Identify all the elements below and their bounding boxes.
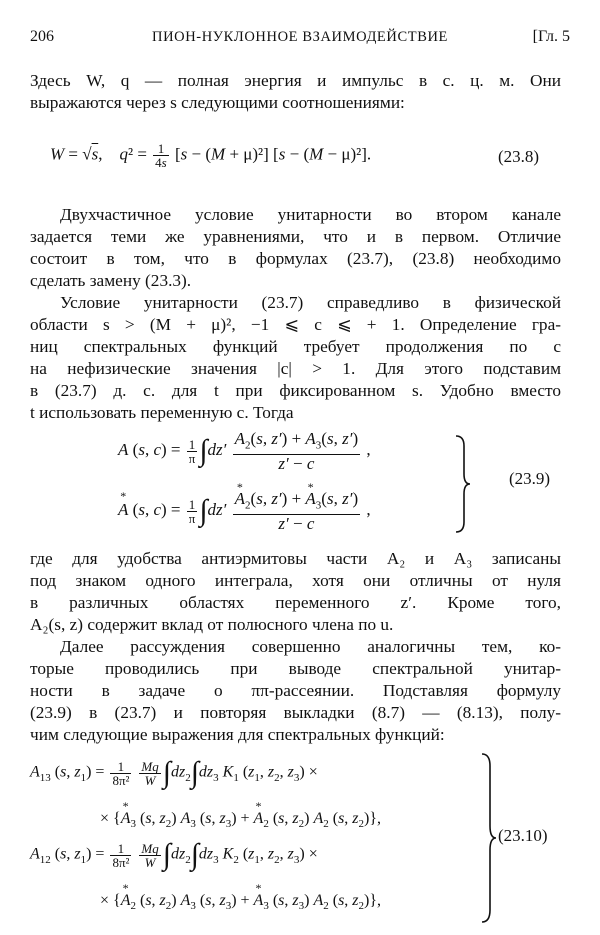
equation-23-9-line-2: * A (s, c) = $\frac{1}{\pi}$ ∫dz′ * $\frac{A_2(s, z') + * A_3(s, z')}{z' - c}$ ,	[118, 490, 371, 532]
text-line: Двухчастичное условие унитарности во втором канале	[60, 205, 561, 224]
paragraph-1	[30, 70, 561, 114]
text-line: (23.9) в (23.7) и повторяя выкладки (8.7) — (8.13), полу-	[30, 703, 561, 722]
text-line: Здесь W, q — полная энергия и импульс в с. ц. м. Они	[30, 71, 561, 90]
equation-23-10-line-1: $A_{13}$ (s, $z_1$) = $\frac{1}{\text{8π²}}$ $\frac{Mq}{W}$ $\int dz_2\int dz_3$ $K_1$ ($z_1$, $z_2$, $z_3$) ×	[30, 756, 318, 789]
right-brace-23-9	[452, 434, 472, 534]
text-line: в (23.7) д. с. для t при фиксированном s. Удобно вместо	[30, 381, 561, 400]
running-title: ПИОН-НУКЛОННОЕ ВЗАИМОДЕЙСТВИЕ	[152, 29, 448, 45]
equation-number-23-9: (23.9)	[509, 469, 551, 488]
right-brace-23-10	[478, 752, 498, 924]
text-line: области s > (M + μ)², −1 ⩽ c ⩽ + 1. Определение гра-	[30, 315, 561, 334]
text-line: сделать замену (23.3).	[30, 271, 192, 290]
text-line: в различных областях переменного z′. Кроме того,	[30, 593, 561, 612]
chapter-label: [Гл. 5	[532, 28, 570, 45]
running-header	[30, 28, 570, 50]
text-line: задается теми же уравнениями, что и в первом. Отличие	[30, 227, 561, 246]
text-line: Условие унитарности (23.7) справедливо в физической	[60, 293, 561, 312]
text-line: состоит в том, что в формулах (23.7), (23.8) необходимо	[30, 249, 561, 268]
paragraph-5	[30, 636, 561, 746]
text-line: чим следующие выражения для спектральных функций:	[30, 725, 445, 744]
equation-23-10-line-3: $A_{12}$ (s, $z_1$) = $\frac{1}{\text{8π²}}$ $\frac{Mq}{W}$ $\int dz_2\int dz_3$ $K_2$ ($z_1$, $z_2$, $z_3$) ×	[30, 838, 318, 871]
paragraph-3	[30, 292, 561, 424]
equation-number-23-10: (23.10)	[498, 826, 548, 845]
equation-23-10-line-4: × {* $A_2$ (s, $z_2$) $A_3$ (s, $z_3$) + * $A_3$ (s, $z_3$) $A_2$ (s, $z_2$)},	[100, 892, 381, 912]
text-line: ности в задаче о ππ-рассеянии. Подставляя формулу	[30, 681, 561, 700]
text-line: где для удобства антиэрмитовы части A₂ и A₃ записаны	[30, 549, 561, 568]
text-line: на нефизические значения |c| > 1. Для этого подставим	[30, 359, 561, 378]
equation-number-23-8: (23.8)	[498, 147, 540, 166]
page-number: 206	[30, 28, 54, 45]
text-line: ниц спектральных функций требует продолжения по c	[30, 337, 561, 356]
paragraph-4	[30, 548, 561, 636]
equation-23-8: W = √s, q² = $\frac{1}{4s}$ [s − (M + μ)²] [s − (M − μ)²].	[50, 141, 372, 170]
text-line: A₂(s, z) содержит вклад от полюсного члена по u.	[30, 615, 394, 634]
text-line: торые проводились при выводе спектральной унитар-	[30, 659, 561, 678]
text-line: под знаком одного интеграла, хотя они отличны от нуля	[30, 571, 561, 590]
text-line: t использовать переменную c. Тогда	[30, 403, 294, 422]
text-line: выражаются через s следующими соотношениями:	[30, 93, 405, 112]
text-line: Далее рассуждения совершенно аналогичны тем, ко-	[60, 637, 561, 656]
equation-23-9-line-1: A (s, c) = $\frac{1}{\pi}$ ∫dz′ $\frac{A_2(s, z') + A_3(s, z')}{z' - c}$ ,	[118, 429, 371, 474]
paragraph-2	[30, 204, 561, 292]
equation-23-10-line-2: × {* $A_3$ (s, $z_2$) $A_3$ (s, $z_3$) + * $A_2$ (s, $z_2$) $A_2$ (s, $z_2$)},	[100, 810, 381, 830]
